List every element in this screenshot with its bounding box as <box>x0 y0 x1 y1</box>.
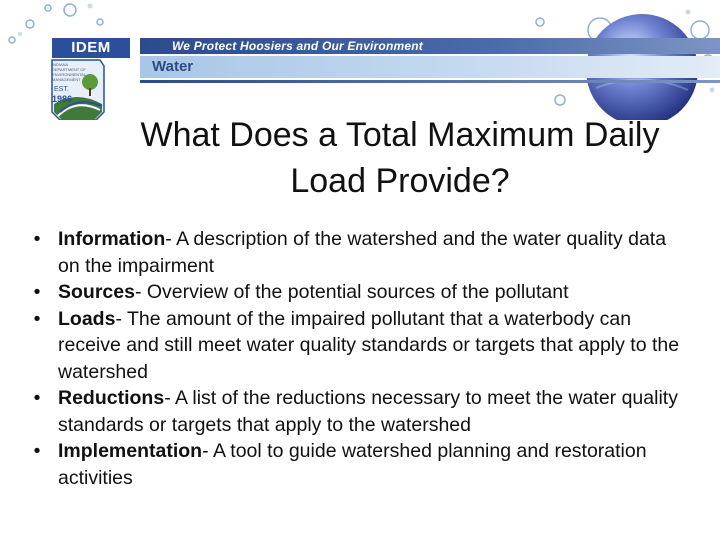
section-title: Water <box>152 58 194 75</box>
bullet-item <box>30 438 690 491</box>
bullet-dot-icon: • <box>33 228 41 250</box>
bullet-text: - A tool to guide watershed planning and restoration activities <box>58 440 647 489</box>
bullet-dot-icon: • <box>33 307 41 330</box>
bullet-text: - A list of the reductions necessary to meet the water quality standards or targets that apply to the watershed <box>58 387 678 436</box>
section-band <box>140 56 720 78</box>
logo-est-label: EST. <box>54 86 69 93</box>
bullet-dot-icon: • <box>33 387 41 409</box>
bullet-list <box>30 226 690 491</box>
bullet-item <box>30 306 690 386</box>
bullet-term: Implementation <box>58 440 203 462</box>
header-rule <box>140 80 720 83</box>
bullet-item <box>30 385 690 438</box>
tagline-text: We Protect Hoosiers and Our Environment <box>172 39 423 53</box>
bullet-term: Loads <box>58 307 116 330</box>
bullet-text: - Overview of the potential sources of the pollutant <box>134 281 569 303</box>
bullet-text: - The amount of the impaired pollutant that a waterbody can receive and still meet water quality standards or targets that apply to the watershed <box>58 307 680 383</box>
bullet-dot-icon: • <box>33 281 41 303</box>
slide-header <box>0 0 720 120</box>
logo-caption: INDIANA DEPARTMENT OF ENVIRONMENTAL MANAGEMENT <box>52 62 87 82</box>
bullet-text: - A description of the watershed and the water quality data on the impairment <box>58 228 667 277</box>
bullet-item <box>30 226 690 279</box>
bullet-term: Sources <box>58 281 135 303</box>
bullet-term: Information <box>58 228 166 250</box>
bullet-dot-icon: • <box>33 440 41 462</box>
idem-logo: IDEM <box>52 38 130 58</box>
bullet-term: Reductions <box>58 387 165 409</box>
bullet-item <box>30 279 690 306</box>
slide-title: What Does a Total Maximum Daily Load Provide? <box>140 116 660 200</box>
logo-year: 1986 <box>52 94 73 104</box>
